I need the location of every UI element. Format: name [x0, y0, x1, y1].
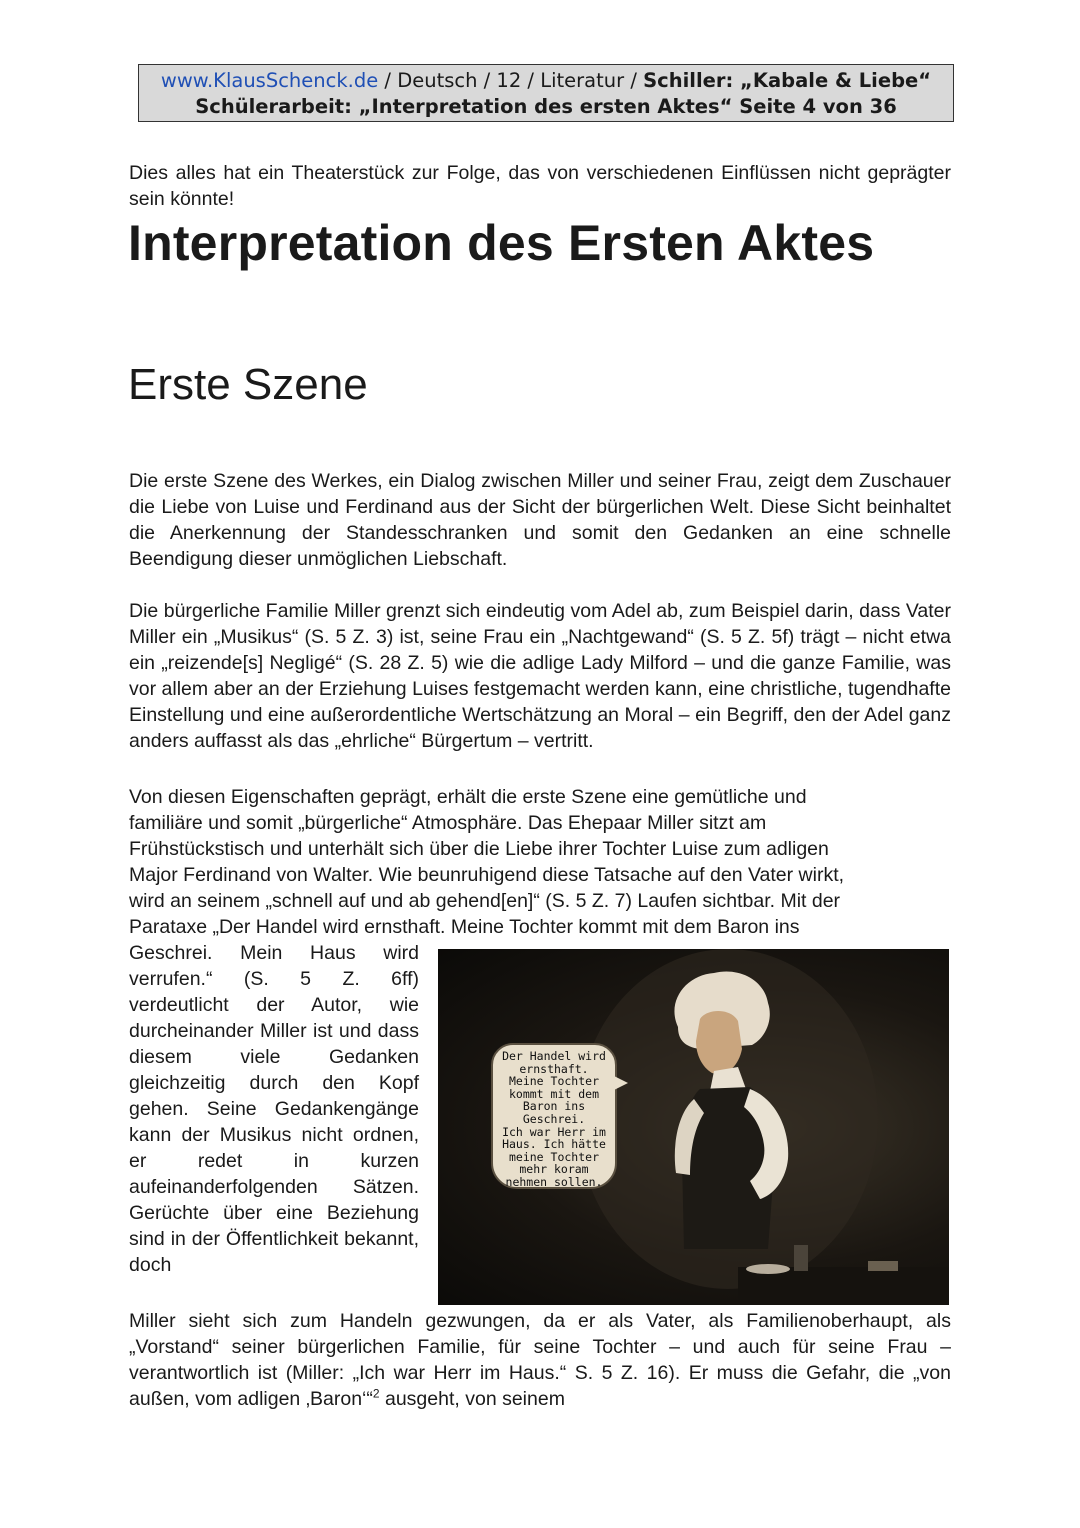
- speech-bubble-line: Haus. Ich hätte: [502, 1137, 606, 1152]
- speech-bubble-line: kommt mit dem: [508, 1086, 599, 1101]
- scene-title: Erste Szene: [128, 360, 368, 409]
- site-link[interactable]: www.KlausSchenck.de: [160, 69, 379, 92]
- header-path: / Deutsch / 12 / Literatur /: [378, 69, 644, 92]
- page-header: [138, 64, 954, 122]
- paragraph-3-line: Major Ferdinand von Walter. Wie beunruhigend diese Tatsache auf den Vater wirkt,: [129, 864, 845, 886]
- speech-bubble-line: nehmen sollen.: [505, 1174, 603, 1189]
- speech-bubble-tail: [612, 1075, 628, 1091]
- paragraph-3-bottom-text: Miller sieht sich zum Handeln gezwungen, da er als Vater, als Familienoberhaupt, als „Vorstand“ seiner bürgerlichen Familie, für seine Tochter – und auch für seine Frau – verantwortlich ist (Miller: „Ich war Herr im Haus.“ S. 5 Z. 16). Er muss die Gefahr, die „von außen, vom adligen ‚Baron‘“: [129, 1310, 951, 1410]
- paragraph-3-line: wird an seinem „schnell auf und ab gehend[en]“ (S. 5 Z. 7) Laufen sichtbar. Mit der: [129, 890, 841, 912]
- speech-bubble-line: Baron ins: [522, 1099, 586, 1114]
- footnote-mark[interactable]: 2: [372, 1386, 380, 1401]
- speech-bubble-line: Der Handel wird: [502, 1049, 606, 1063]
- speech-bubble-line: meine Tochter: [508, 1149, 599, 1164]
- speech-bubble-line: Meine Tochter: [508, 1074, 599, 1089]
- speech-bubble-line: ernsthaft.: [519, 1061, 589, 1076]
- header-line-2: Schülerarbeit: „Interpretation des ersten Aktes“ Seite 4 von 36: [195, 95, 897, 118]
- paragraph-3-narrow: [129, 940, 419, 1278]
- paragraph-3-line: familiäre und somit „bürgerliche“ Atmosphäre. Das Ehepaar Miller sitzt am: [129, 812, 767, 834]
- paragraph-3-narrow-text: Geschrei. Mein Haus wird verrufen.“ (S. 5 Z. 6ff) verdeutlicht der Autor, wie durcheinander Miller ist und dass diesem viele Gedanken gleichzeitig durch den Kopf gehen. Seine Gedankengänge kann der Musikus nicht ordnen, er redet in kurzen aufeinanderfolgenden Sätzen. Gerüchte über eine Beziehung sind in der Öffentlichkeit bekannt, doch: [129, 942, 419, 1276]
- paragraph-2: Die bürgerliche Familie Miller grenzt sich eindeutig vom Adel ab, zum Beispiel darin, dass Vater Miller ein „Musikus“ (S. 5 Z. 3) ist, seine Frau ein „Nachtgewand“ (S. 5 Z. 5f) trägt – nicht etwa ein „reizende[s] Negligé“ (S. 28 Z. 5) wie die adlige Lady Milford – und die ganze Familie, was vor allem aber an der Erziehung Luises festgemacht werden kann, eine christliche, tugendhafte Einstellung und eine außerordentliche Wertschätzung an Moral – ein Begriff, den der Adel ganz anders auffasst als das „ehrliche“ Bürgertum – vertritt.: [129, 600, 951, 752]
- header-line-1: [139, 65, 953, 94]
- speech-bubble-line: Ich war Herr im: [502, 1124, 606, 1139]
- paragraph-3-line: Frühstückstisch und unterhält sich über die Liebe ihrer Tochter Luise zum adligen: [129, 838, 829, 860]
- intro-paragraph: Dies alles hat ein Theaterstück zur Folge, das von verschiedenen Einflüssen nicht geprägter sein könnte!: [129, 162, 951, 210]
- paragraph-3-top: [129, 784, 951, 940]
- speech-bubble-line: mehr koram: [519, 1162, 589, 1177]
- paragraph-3-end: ausgeht, von seinem: [379, 1388, 565, 1410]
- header-work: Schiller: „Kabale & Liebe“: [643, 69, 932, 92]
- paragraph-3-line: Parataxe „Der Handel wird ernsthaft. Meine Tochter kommt mit dem Baron ins: [129, 916, 800, 938]
- paragraph-3-bottom: [129, 1308, 951, 1412]
- speech-bubble: [491, 1043, 617, 1189]
- paragraph-1: Die erste Szene des Werkes, ein Dialog zwischen Miller und seiner Frau, zeigt dem Zuschauer die Liebe von Luise und Ferdinand aus der Sicht der bürgerlichen Welt. Diese Sicht beinhaltet die Anerkennung der Standesschranken und somit den Gedanken an eine schnelle Beendigung dieser unmöglichen Liebschaft.: [129, 470, 951, 570]
- main-title: Interpretation des Ersten Aktes: [128, 215, 875, 271]
- paragraph-3-line: Von diesen Eigenschaften geprägt, erhält die erste Szene eine gemütliche und: [129, 786, 807, 808]
- speech-bubble-line: Geschrei.: [522, 1111, 586, 1126]
